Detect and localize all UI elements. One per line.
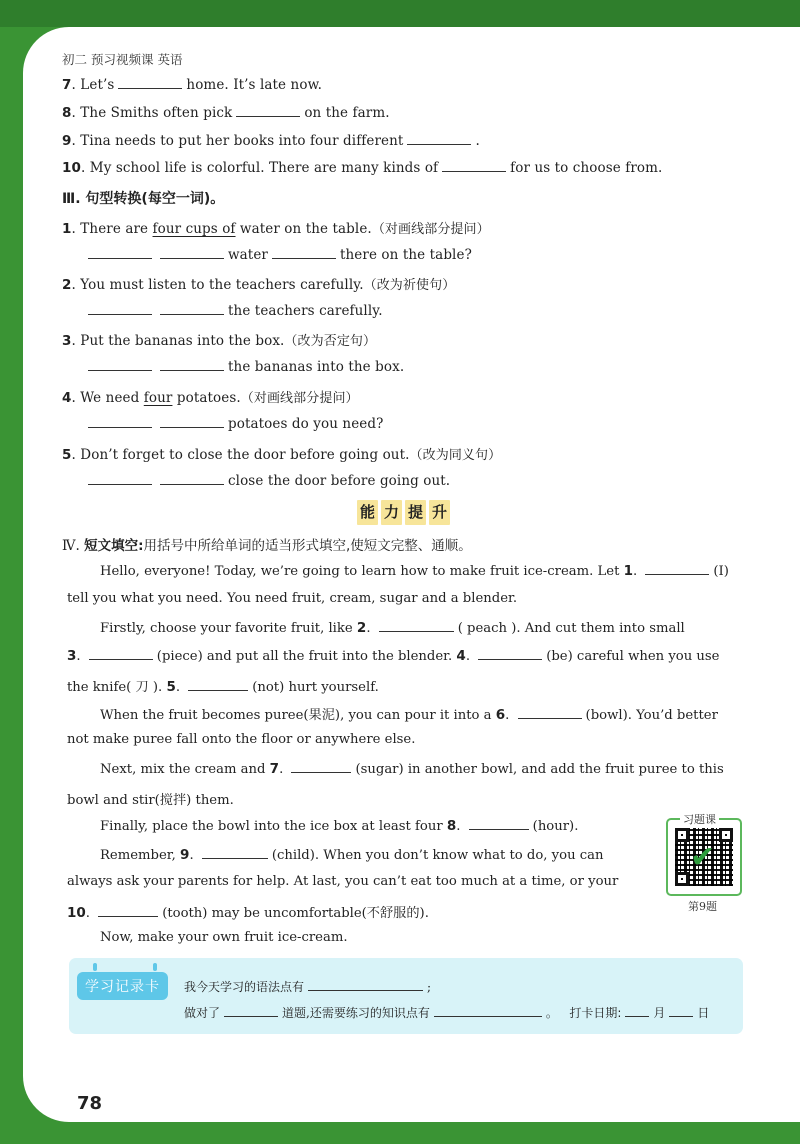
answer-blank[interactable] — [407, 132, 471, 145]
qr-finder-icon — [675, 828, 689, 842]
passage-line: the knife( 刀 ). 5. (not) hurt yourself. — [67, 679, 379, 695]
answer-blank[interactable] — [160, 246, 224, 259]
question-9: 9. Tina needs to put her books into four different . — [62, 133, 480, 149]
s3-answer-4: potatoes do you need? — [84, 415, 383, 432]
month-field[interactable] — [625, 1004, 649, 1017]
passage-line: Firstly, choose your favorite fruit, like 2. ( peach ). And cut them into small — [100, 620, 685, 636]
passage-blank-5[interactable] — [188, 678, 248, 691]
green-frame-top — [0, 0, 800, 27]
passage-line: not make puree fall onto the floor or anywhere else. — [67, 732, 416, 747]
passage-blank-4[interactable] — [478, 647, 542, 660]
correct-count-field[interactable] — [224, 1004, 278, 1017]
passage-line: tell you what you need. You need fruit, cream, sugar and a blender. — [67, 591, 518, 606]
passage-blank-9[interactable] — [202, 846, 268, 859]
ability-improvement-banner: 能 力 提 升 — [357, 500, 450, 525]
passage-blank-7[interactable] — [291, 760, 351, 773]
record-line-1: 我今天学习的语法点有 ; — [184, 980, 432, 994]
answer-blank[interactable] — [88, 472, 152, 485]
s3-question-3: 3. Put the bananas into the box.（改为否定句） — [62, 333, 377, 349]
question-8: 8. The Smiths often pick on the farm. — [62, 105, 390, 121]
passage-blank-3[interactable] — [89, 647, 153, 660]
passage-line: Remember, 9. (child). When you don’t know what to do, you can — [100, 847, 604, 863]
underlined-word: four — [143, 390, 173, 406]
section-3-title: Ⅲ. 句型转换(每空一词)。 — [62, 191, 225, 207]
question-10: 10. My school life is colorful. There are many kinds of for us to choose from. — [62, 160, 663, 176]
s3-answer-2: the teachers carefully. — [84, 302, 383, 319]
page-number: 78 — [77, 1093, 103, 1114]
underlined-phrase: four cups of — [152, 221, 236, 237]
qr-label: 习题课 — [680, 811, 719, 827]
answer-blank[interactable] — [160, 302, 224, 315]
passage-blank-8[interactable] — [469, 817, 529, 830]
answer-blank[interactable] — [88, 302, 152, 315]
answer-blank[interactable] — [442, 159, 506, 172]
qr-finder-icon — [675, 872, 689, 886]
passage-line: always ask your parents for help. At last, you can’t eat too much at a time, or your — [67, 874, 619, 889]
answer-blank[interactable] — [272, 246, 336, 259]
answer-blank[interactable] — [236, 104, 300, 117]
s3-question-4: 4. We need four potatoes.（对画线部分提问） — [62, 390, 359, 406]
pin-icon — [153, 963, 157, 971]
answer-blank[interactable] — [88, 415, 152, 428]
passage-blank-6[interactable] — [518, 706, 582, 719]
answer-blank[interactable] — [160, 472, 224, 485]
qr-caption: 第9题 — [688, 900, 717, 913]
practice-points-field[interactable] — [434, 1004, 542, 1017]
qr-finder-icon — [719, 828, 733, 842]
check-icon: ✔ — [690, 840, 716, 875]
passage-line: bowl and stir(搅拌) them. — [67, 793, 234, 808]
grammar-points-field[interactable] — [308, 978, 423, 991]
pin-icon — [93, 963, 97, 971]
s3-answer-1: water there on the table? — [84, 246, 472, 263]
passage-blank-10[interactable] — [98, 904, 158, 917]
section-4-title: Ⅳ. 短文填空:用括号中所给单词的适当形式填空,使短文完整、通顺。 — [62, 538, 472, 554]
passage-blank-2[interactable] — [379, 619, 454, 632]
passage-line: Next, mix the cream and 7. (sugar) in another bowl, and add the fruit puree to this — [100, 761, 724, 777]
s3-answer-3: the bananas into the box. — [84, 358, 404, 375]
passage-line: Finally, place the bowl into the ice box at least four 8. (hour). — [100, 818, 579, 834]
passage-line: When the fruit becomes puree(果泥), you can pour it into a 6. (bowl). You’d better — [100, 707, 718, 723]
record-line-2: 做对了 道题,还需要练习的知识点有 。 打卡日期: 月 日 — [184, 1006, 710, 1020]
answer-blank[interactable] — [160, 358, 224, 371]
passage-line: 3. (piece) and put all the fruit into the blender. 4. (be) careful when you use — [67, 648, 720, 664]
answer-blank[interactable] — [118, 76, 182, 89]
s3-answer-5: close the door before going out. — [84, 472, 450, 489]
question-7: 7. Let’s home. It’s late now. — [62, 77, 323, 93]
page-header: 初二 预习视频课 英语 — [62, 52, 183, 67]
answer-blank[interactable] — [88, 246, 152, 259]
answer-blank[interactable] — [88, 358, 152, 371]
passage-line: 10. (tooth) may be uncomfortable(不舒服的). — [67, 905, 429, 921]
answer-blank[interactable] — [160, 415, 224, 428]
passage-line: Now, make your own fruit ice-cream. — [100, 930, 348, 945]
s3-question-5: 5. Don’t forget to close the door before going out.（改为同义句） — [62, 447, 502, 463]
passage-blank-1[interactable] — [645, 562, 709, 575]
study-record-card — [69, 958, 743, 1034]
record-card-tag: 学习记录卡 — [77, 972, 168, 1000]
passage-line: Hello, everyone! Today, we’re going to learn how to make fruit ice-cream. Let 1. (I) — [100, 563, 729, 579]
s3-question-1: 1. There are four cups of water on the table.（对画线部分提问） — [62, 221, 490, 237]
day-field[interactable] — [669, 1004, 693, 1017]
s3-question-2: 2. You must listen to the teachers carefully.（改为祈使句） — [62, 277, 456, 293]
